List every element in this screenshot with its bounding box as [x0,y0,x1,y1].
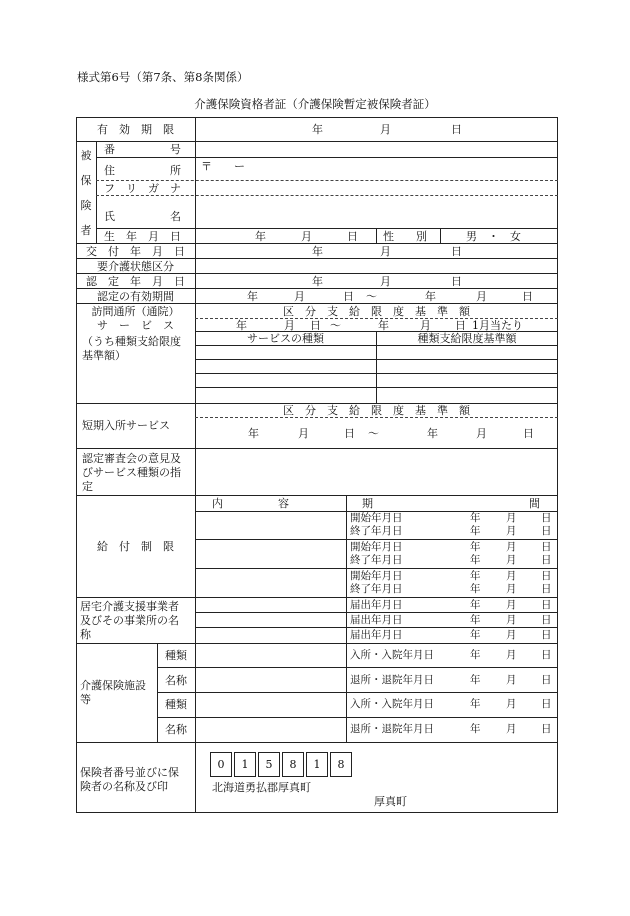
notify-3-label: 届出年月日 [350,629,403,641]
col-content: 内 容 [212,497,289,510]
notify-3-year: 年 [470,629,481,641]
restriction-2-end-month: 月 [506,554,517,566]
validity-day: 日 [451,123,462,136]
notify-1-day: 日 [541,599,552,611]
notify-2-label: 届出年月日 [350,614,403,626]
sex-value: 男 ・ 女 [466,230,521,243]
notify-2-month: 月 [506,614,517,626]
restriction-2-start-month: 月 [506,541,517,553]
col-period-a: 期 [362,497,373,510]
cert-period-label: 認定の有効期間 [97,290,174,303]
insurer-digit-3: 5 [258,752,280,777]
validity-month: 月 [380,123,391,136]
home-end-day: 日 [455,319,466,332]
insurer-name: 厚真町 [374,795,407,808]
home-tilde: 〜 [330,319,341,332]
notify-3-day: 日 [541,629,552,641]
home-limit-header: 区 分 支 給 限 度 基 準 額 [283,305,470,318]
insurer-label-2: 険者の名称及び印 [80,780,168,793]
admit-1-day: 日 [541,649,552,661]
short-end-year: 年 [427,427,438,440]
period-tilde: 〜 [366,290,377,303]
insurer-digit-5: 1 [306,752,328,777]
cert-day: 日 [451,275,462,288]
restriction-1-end-label: 終了年月日 [350,525,403,537]
restriction-3-start-year: 年 [470,570,481,582]
restriction-1-start-label: 開始年月日 [350,512,403,524]
short-start-day: 日 [344,427,355,440]
insurer-digit-1: 0 [210,752,232,777]
short-limit-header: 区 分 支 給 限 度 基 準 額 [283,404,470,417]
name-label: 氏 名 [104,210,181,223]
short-end-month: 月 [476,427,487,440]
admit-2-year: 年 [470,698,481,710]
facility-1-name-label: 名称 [165,674,187,687]
care-office-label-2: 及びその事業所の名 [80,614,179,627]
cert-year: 年 [312,275,323,288]
issue-year: 年 [312,245,323,258]
birth-year: 年 [255,230,266,243]
restriction-3-start-day: 日 [541,570,552,582]
short-end-day: 日 [523,427,534,440]
facility-1-type-label: 種類 [165,649,187,662]
discharge-2-month: 月 [506,723,517,735]
opinion-label-2: びサービス種類の指 [82,466,181,479]
home-start-day: 日 [310,319,321,332]
insurer-digit-2: 1 [234,752,256,777]
home-end-year: 年 [378,319,389,332]
form-title: 介護保険資格者証（介護保険暫定被保険者証） [194,97,436,111]
postal-mark: 〒 ー [201,160,245,173]
discharge-1-year: 年 [470,674,481,686]
restriction-1-end-day: 日 [541,525,552,537]
care-level-label: 要介護状態区分 [97,260,174,273]
period-end-year: 年 [425,290,436,303]
validity-label: 有 効 期 限 [97,123,174,136]
admit-1-month: 月 [506,649,517,661]
restriction-2-start-label: 開始年月日 [350,541,403,553]
issue-day: 日 [451,245,462,258]
period-end-month: 月 [476,290,487,303]
period-start-month: 月 [294,290,305,303]
furigana-label: フ リ ガ ナ [104,182,181,195]
home-start-year: 年 [236,319,247,332]
restriction-2-end-year: 年 [470,554,481,566]
notify-3-month: 月 [506,629,517,641]
form-number: 様式第6号（第7条、第8条関係） [77,70,249,84]
sex-label: 性 別 [383,230,427,243]
birthdate-label: 生 年 月 日 [104,230,181,243]
admit-1-label: 入所・入院年月日 [350,649,434,661]
facility-2-name-label: 名称 [165,723,187,736]
facility-2-type-label: 種類 [165,698,187,711]
insured-address-label: 住 所 [104,164,181,177]
restriction-3-end-month: 月 [506,583,517,595]
insurer-digit-6: 8 [330,752,352,777]
issue-date-label: 交 付 年 月 日 [86,245,185,258]
home-service-label-2: サ ー ビ ス [97,319,174,332]
home-end-month: 月 [420,319,431,332]
restriction-3-start-label: 開始年月日 [350,570,403,582]
insurer-label-1: 保険者番号並びに保 [80,766,179,779]
restriction-3-end-day: 日 [541,583,552,595]
admit-2-month: 月 [506,698,517,710]
facility-label-1: 介護保険施設 [80,679,146,692]
issue-month: 月 [380,245,391,258]
restriction-label: 給 付 制 限 [97,540,174,553]
admit-1-year: 年 [470,649,481,661]
cert-month: 月 [380,275,391,288]
discharge-1-day: 日 [541,674,552,686]
restriction-3-end-year: 年 [470,583,481,595]
opinion-label-3: 定 [82,480,93,493]
admit-2-day: 日 [541,698,552,710]
discharge-1-label: 退所・退院年月日 [350,674,434,686]
notify-1-year: 年 [470,599,481,611]
restriction-1-start-year: 年 [470,512,481,524]
restriction-1-end-year: 年 [470,525,481,537]
period-start-day: 日 [343,290,354,303]
discharge-1-month: 月 [506,674,517,686]
validity-year: 年 [312,123,323,136]
restriction-3-end-label: 終了年月日 [350,583,403,595]
home-service-label-1: 訪問通所（通院） [91,305,180,318]
discharge-2-day: 日 [541,723,552,735]
insurer-address: 北海道勇払郡厚真町 [212,781,311,794]
insurer-digit-4: 8 [282,752,304,777]
home-start-month: 月 [284,319,295,332]
notify-1-month: 月 [506,599,517,611]
restriction-3-start-month: 月 [506,570,517,582]
admit-2-label: 入所・入院年月日 [350,698,434,710]
restriction-1-end-month: 月 [506,525,517,537]
cert-date-label: 認 定 年 月 日 [86,275,185,288]
restriction-1-start-month: 月 [506,512,517,524]
restriction-2-end-day: 日 [541,554,552,566]
home-per-month: 1月当たり [472,319,523,332]
care-office-label-1: 居宅介護支援事業者 [80,600,179,613]
discharge-2-label: 退所・退院年月日 [350,723,434,735]
short-stay-label: 短期入所サービス [82,419,170,432]
restriction-2-end-label: 終了年月日 [350,554,403,566]
restriction-2-start-day: 日 [541,541,552,553]
col-period-b: 間 [529,497,540,510]
restriction-2-start-year: 年 [470,541,481,553]
birth-month: 月 [301,230,312,243]
short-start-month: 月 [298,427,309,440]
period-end-day: 日 [522,290,533,303]
opinion-label-1: 認定審査会の意見及 [82,452,181,465]
facility-label-2: 等 [80,693,91,706]
col-service-type: サービスの種類 [247,332,324,345]
insured-number-label: 番 号 [104,143,181,156]
notify-2-day: 日 [541,614,552,626]
short-tilde: 〜 [368,427,379,440]
col-type-limit: 種類支給限度基準額 [417,332,517,345]
short-start-year: 年 [248,427,259,440]
home-service-label-3: （うち種類支給限度 [82,335,181,348]
period-start-year: 年 [247,290,258,303]
birth-day: 日 [347,230,358,243]
restriction-1-start-day: 日 [541,512,552,524]
notify-2-year: 年 [470,614,481,626]
notify-1-label: 届出年月日 [350,599,403,611]
discharge-2-year: 年 [470,723,481,735]
care-office-label-3: 称 [80,628,91,641]
home-service-label-4: 基準額） [82,349,126,362]
